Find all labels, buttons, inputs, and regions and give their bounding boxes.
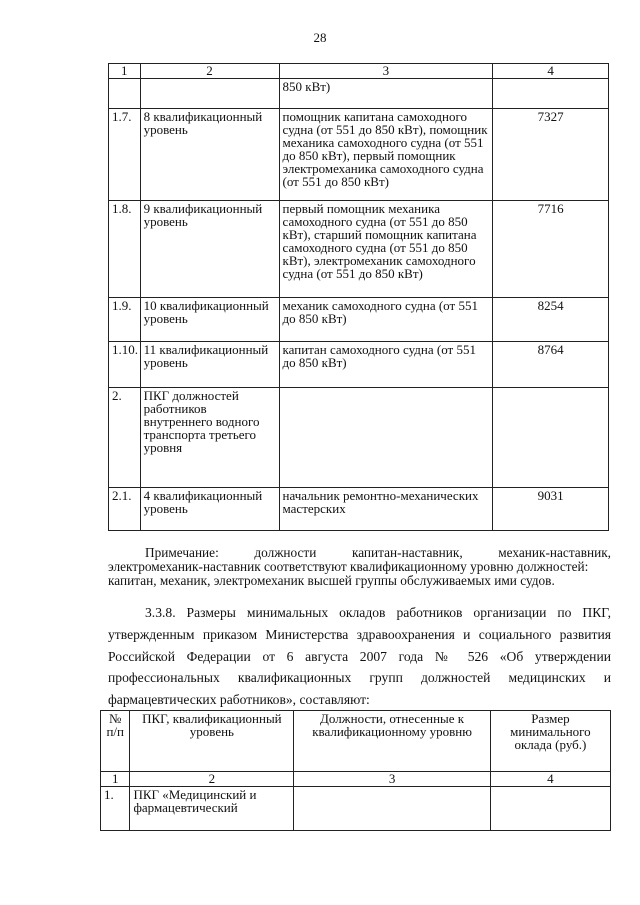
table-row	[109, 488, 609, 531]
row-positions: начальник ремонтно-механических мастерских	[279, 488, 493, 531]
note-first-line: Примечание: должности капитан-наставник, механик-наставник,	[145, 545, 611, 560]
row-positions: механик самоходного судна (от 551 до 850 кВт)	[279, 298, 493, 342]
positions-table	[108, 63, 609, 531]
row-salary	[490, 787, 610, 831]
row-positions	[279, 388, 493, 488]
row-level: 10 квалификационный уровень	[140, 298, 279, 342]
note	[108, 546, 611, 588]
row-salary: 8764	[493, 342, 609, 388]
row-salary: 7327	[493, 109, 609, 201]
row-level: 11 квалификационный уровень	[140, 342, 279, 388]
row-level	[140, 79, 279, 109]
table-row	[109, 342, 609, 388]
medical-positions-table	[100, 710, 611, 831]
header-cell: 3	[294, 772, 491, 787]
row-level: 9 квалификационный уровень	[140, 201, 279, 298]
note-text: электромеханик-наставник соответствуют квалификационному уровню должностей: капитан, механик, электромеханик высшей группы обслуживаемых ими судов.	[108, 559, 589, 588]
row-salary: 9031	[493, 488, 609, 531]
row-number: 1.9.	[109, 298, 141, 342]
page-number: 28	[313, 30, 327, 45]
table-row	[109, 109, 609, 201]
row-salary: 7716	[493, 201, 609, 298]
table-header-row	[101, 772, 611, 787]
head-cell-level: ПКГ, квалификационный уровень	[130, 711, 294, 772]
table-head-row	[101, 711, 611, 772]
row-positions	[294, 787, 491, 831]
row-number: 1.7.	[109, 109, 141, 201]
row-number: 2.1.	[109, 488, 141, 531]
row-level: 4 квалификационный уровень	[140, 488, 279, 531]
row-level: ПКГ должностей работников внутреннего водного транспорта третьего уровня	[140, 388, 279, 488]
row-salary	[493, 388, 609, 488]
header-cell: 2	[130, 772, 294, 787]
paragraph-3-3-8	[108, 602, 611, 711]
row-positions: помощник капитана самоходного судна (от 551 до 850 кВт), помощник механика самоходного судна (от 551 до 850 кВт), первый помощник электромеханика самоходного судна (от 551 до 850 кВт)	[279, 109, 493, 201]
table-row	[109, 79, 609, 109]
row-positions: капитан самоходного судна (от 551 до 850 кВт)	[279, 342, 493, 388]
header-cell: 4	[490, 772, 610, 787]
head-cell-positions: Должности, отнесенные к квалификационному уровню	[294, 711, 491, 772]
table-row	[109, 298, 609, 342]
row-level: 8 квалификационный уровень	[140, 109, 279, 201]
header-cell: 4	[493, 64, 609, 79]
row-number: 1.	[101, 787, 130, 831]
table-row	[109, 388, 609, 488]
header-cell: 2	[140, 64, 279, 79]
row-number: 1.8.	[109, 201, 141, 298]
table-row	[101, 787, 611, 831]
row-level: ПКГ «Медицинский и фармацевтический	[130, 787, 294, 831]
table-header-row	[109, 64, 609, 79]
header-cell: 1	[101, 772, 130, 787]
head-cell-salary: Размер минимального оклада (руб.)	[490, 711, 610, 772]
row-positions: 850 кВт)	[279, 79, 493, 109]
head-cell-number: № п/п	[101, 711, 130, 772]
header-cell: 3	[279, 64, 493, 79]
table-row	[109, 201, 609, 298]
row-salary	[493, 79, 609, 109]
row-salary: 8254	[493, 298, 609, 342]
header-cell: 1	[109, 64, 141, 79]
row-positions: первый помощник механика самоходного судна (от 551 до 850 кВт), старший помощник капитана самоходного судна (от 551 до 850 кВт), электромеханик самоходного судна (от 551 до 850 кВт)	[279, 201, 493, 298]
paragraph-text: 3.3.8. Размеры минимальных окладов работников организации по ПКГ, утвержденным приказом Министерства здравоохранения и социального развития Российской Федерации от 6 августа 2007 года № 526 «Об утверждении профессиональных квалификационных групп должностей медицинских и фармацевтических работников», составляют:	[108, 605, 611, 708]
row-number: 2.	[109, 388, 141, 488]
row-number	[109, 79, 141, 109]
row-number: 1.10.	[109, 342, 141, 388]
